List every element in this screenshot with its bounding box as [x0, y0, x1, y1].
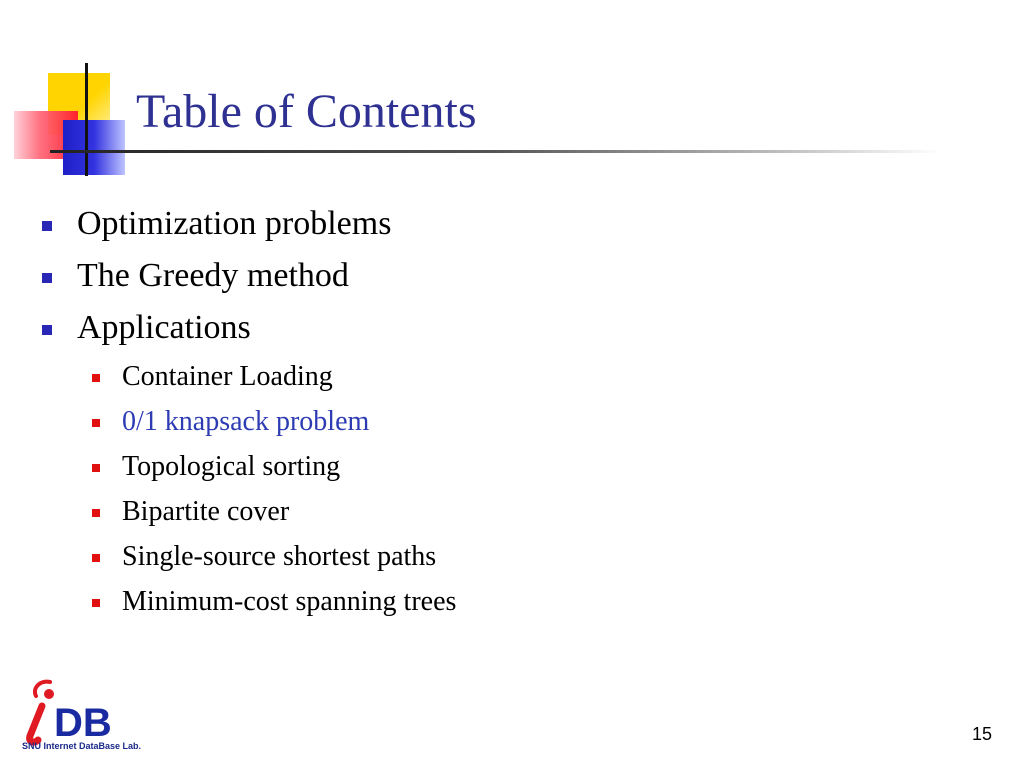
list-item-label: Applications: [77, 309, 251, 346]
square-bullet-icon: [42, 325, 52, 335]
sub-list-item-label: Container Loading: [122, 361, 333, 392]
sub-list-item: [40, 444, 456, 489]
sub-list-item-label: 0/1 knapsack problem: [122, 406, 370, 437]
sub-list-item: [40, 534, 456, 579]
svg-text:DB: DB: [54, 701, 112, 745]
content-list: [40, 198, 456, 624]
applications-sublist: [77, 354, 456, 624]
slide-title: Table of Contents: [136, 85, 477, 138]
square-bullet-icon: [92, 464, 100, 472]
sub-list-item-highlighted: [40, 399, 456, 444]
square-bullet-icon: [42, 221, 52, 231]
square-bullet-icon: [42, 273, 52, 283]
sub-list-item-label: Minimum-cost spanning trees: [122, 586, 457, 617]
sub-list-item: [40, 489, 456, 534]
sub-list-item-label: Single-source shortest paths: [122, 541, 437, 572]
square-bullet-icon: [92, 509, 100, 517]
sub-list-item: [40, 354, 456, 399]
page-number: 15: [971, 724, 992, 744]
sub-list-item-label: Topological sorting: [122, 451, 341, 482]
square-bullet-icon: [92, 419, 100, 427]
list-item-label: The Greedy method: [77, 257, 349, 294]
decor-blue-square: [63, 120, 125, 175]
list-item-label: Optimization problems: [77, 205, 392, 242]
square-bullet-icon: [92, 374, 100, 382]
sub-list-item-label: Bipartite cover: [122, 496, 290, 527]
decor-vertical-line: [85, 63, 88, 176]
list-item: [40, 250, 456, 302]
list-item: [40, 198, 456, 250]
square-bullet-icon: [92, 599, 100, 607]
title-underline: [50, 150, 940, 153]
logo-caption: SNU Internet DataBase Lab.: [22, 741, 142, 751]
square-bullet-icon: [92, 554, 100, 562]
list-item: [40, 302, 456, 624]
sub-list-item: [40, 579, 456, 624]
